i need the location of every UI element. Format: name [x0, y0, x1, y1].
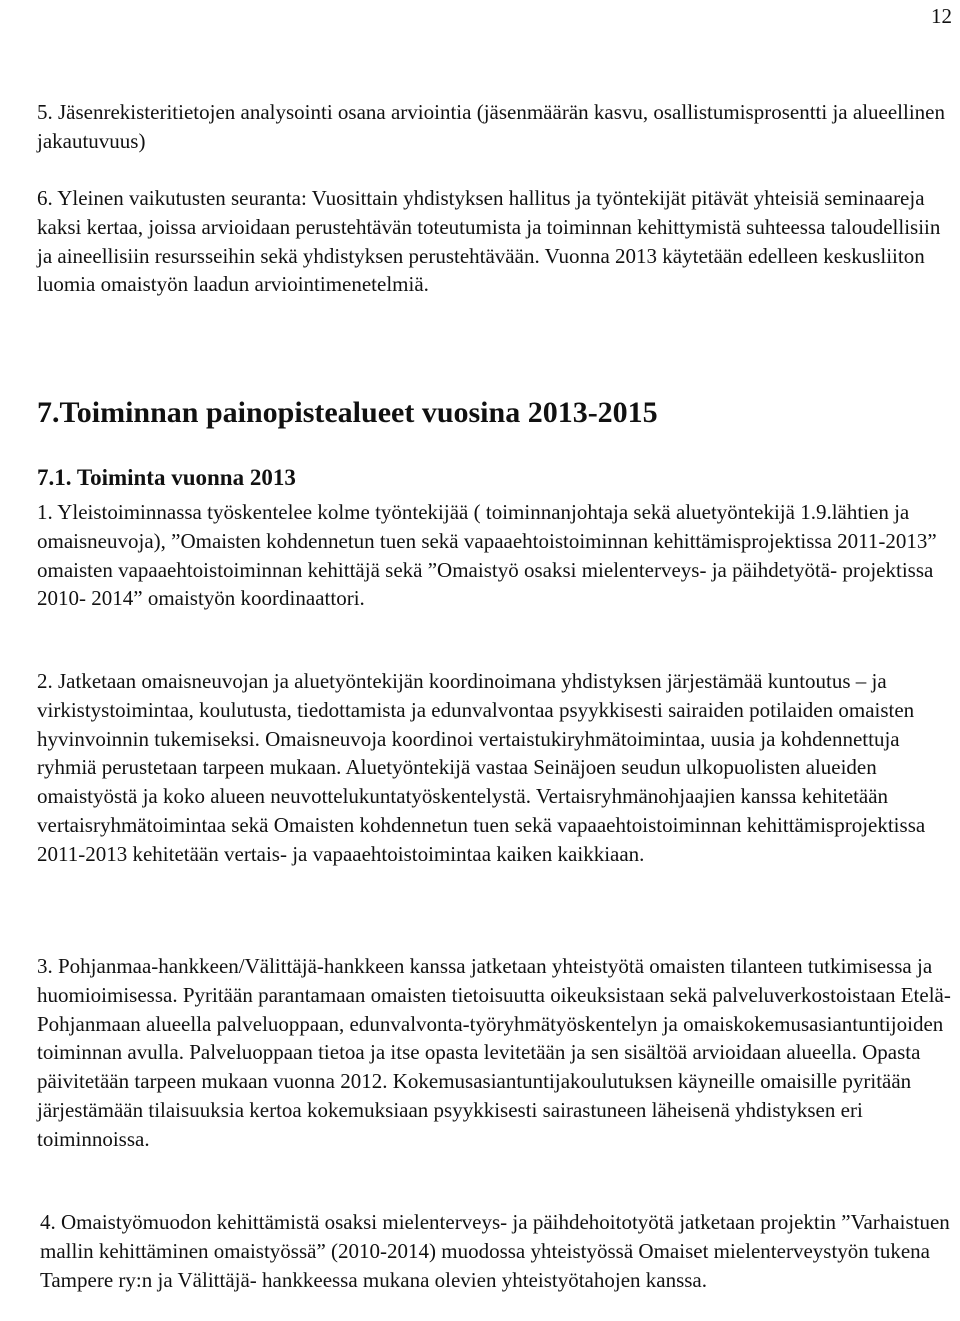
page-number: 12: [931, 4, 952, 28]
section-heading: 7.Toiminnan painopistealueet vuosina 2013-2015: [37, 396, 658, 429]
list-item-6: 6. Yleinen vaikutusten seuranta: Vuosittain yhdistyksen hallitus ja työntekijät pitävät yhteisiä seminaareja kaksi kertaa, joissa arvioidaan perustehtävän toteutumista ja toiminnan kehittymistä suhteessa taloudellisiin ja aineellisiin resursseihin sekä yhdistyksen perustehtävään. Vuonna 2013 käytetään edelleen keskusliiton luomia omaistyön laadun arviointimenetelmiä.: [37, 186, 941, 297]
subsection-heading: 7.1. Toiminta vuonna 2013: [37, 465, 296, 490]
list-item-5: 5. Jäsenrekisteritietojen analysointi osana arviointia (jäsenmäärän kasvu, osallistumisprosentti ja alueellinen jakautuvuus): [37, 100, 945, 153]
list-item-4: 4. Omaistyömuodon kehittämistä osaksi mielenterveys- ja päihdehoitotyötä jatketaan projektin ”Varhaistuen mallin kehittäminen omaistyössä” (2010-2014) muodossa yhteistyössä Omaiset mielenterveystyön tukena Tampere ry:n ja Välittäjä- hankkeessa mukana olevien yhteistyötahojen kanssa.: [40, 1210, 950, 1292]
list-item-1: 1. Yleistoiminnassa työskentelee kolme työntekijää ( toiminnanjohtaja sekä aluetyöntekijä 1.9.lähtien ja omaisneuvoja), ”Omaisten kohdennetun tuen sekä vapaaehtoistoiminnan kehittämisprojektissa 2011-2013” omaisten vapaaehtoistoiminnan kehittäjä sekä ”Omaistyö osaksi mielenterveys- ja päihdetyötä- projektissa 2010- 2014” omaistyön koordinaattori.: [37, 500, 937, 611]
list-item-3: 3. Pohjanmaa-hankkeen/Välittäjä-hankkeen kanssa jatketaan yhteistyötä omaisten tilanteen tutkimisessa ja huomioimisessa. Pyritään parantamaan omaisten tietoisuutta oikeuksistaan sekä palveluverkostoistaan Etelä- Pohjanmaan alueella palveluoppaan, edunvalvonta-työryhmätyöskentelyn ja omaiskokemusasiantuntijoiden toiminnan avulla. Palveluoppaan tietoa ja itse opasta levitetään ja sen sisältöä arvioidaan alueella. Opasta päivitetään tarpeen mukaan vuonna 2012. Kokemusasiantuntijakoulutuksen käyneille omaisille pyritään järjestämään tilaisuuksia kertoa kokemuksiaan psyykkisesti sairastuneen läheisenä yhdistyksen eri toiminnoissa.: [37, 954, 951, 1151]
list-item-2: 2. Jatketaan omaisneuvojan ja aluetyöntekijän koordinoimana yhdistyksen järjestämää kuntoutus – ja virkistystoimintaa, koulutusta, tiedottamista ja edunvalvontaa psyykkisesti sairaiden potilaiden omaisten hyvinvoinnin tukemiseksi. Omaisneuvoja koordinoi vertaistukiryhmätoimintaa, uusia ja kohdennettuja ryhmiä perustetaan tarpeen mukaan. Aluetyöntekijä vastaa Seinäjoen seudun ulkopuolisten alueiden omaistyöstä ja koko alueen neuvottelukuntatyöskentelystä. Vertaisryhmänohjaajien kanssa kehitetään vertaisryhmätoimintaa sekä Omaisten kohdennetun tuen sekä vapaaehtoistoiminnan kehittämisprojektissa 2011-2013 kehitetään vertais- ja vapaaehtoistoimintaa kaiken kaikkiaan.: [37, 669, 926, 866]
